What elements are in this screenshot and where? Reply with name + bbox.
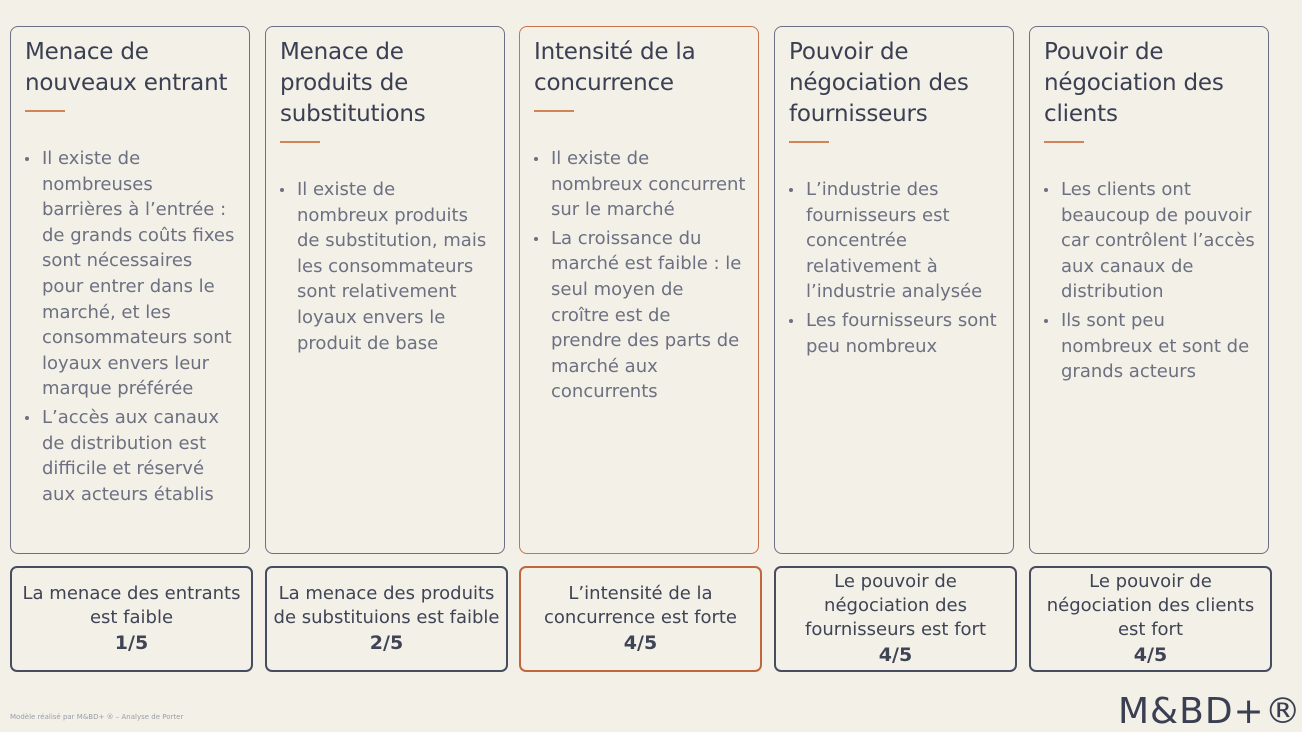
bullet-list (534, 146, 746, 405)
bullet-item: L’industrie des fournisseurs est concentrée relativement à l’industrie analysée (789, 177, 1001, 305)
accent-divider (789, 141, 829, 143)
bullet-item: Les fournisseurs sont peu nombreux (789, 308, 1001, 359)
bullet-item: La croissance du marché est faible : le seul moyen de croître est de prendre des parts de marché aux concurrents (534, 226, 746, 405)
force-card-suppliers (774, 26, 1014, 554)
bullet-item: Il existe de nombreuses barrières à l’entrée : de grands coûts fixes sont nécessaires pour entrer dans le marché, et les consommateurs sont loyaux envers leur marque préférée (25, 146, 237, 402)
summary-box-new-entrants (10, 566, 253, 672)
summary-text: L’intensité de la concurrence est forte (544, 583, 737, 628)
bullet-list (25, 146, 237, 507)
card-title: Pouvoir de négociation des fournisseurs (789, 39, 969, 127)
bullet-item: Il existe de nombreux concurrent sur le marché (534, 146, 746, 223)
card-title: Pouvoir de négociation des clients (1044, 39, 1224, 127)
force-card-substitutes (265, 26, 505, 554)
summary-box-suppliers (774, 566, 1017, 672)
accent-divider (534, 110, 574, 112)
summary-text: Le pouvoir de négociation des clients est fort (1046, 571, 1255, 640)
card-title: Intensité de la concurrence (534, 39, 696, 96)
force-card-competition (519, 26, 759, 554)
force-card-clients (1029, 26, 1269, 554)
accent-divider (1044, 141, 1084, 143)
card-title: Menace de nouveaux entrant (25, 39, 228, 96)
summary-box-competition (519, 566, 762, 672)
accent-divider (25, 110, 65, 112)
score-value: 1/5 (114, 632, 149, 654)
summary-text: La menace des produits de substituions est faible (273, 583, 500, 628)
score-value: 4/5 (1133, 644, 1168, 666)
bullet-list (280, 177, 492, 356)
summary-text: Le pouvoir de négociation des fournisseurs est fort (804, 571, 987, 640)
force-card-new-entrants (10, 26, 250, 554)
bullet-item: Les clients ont beaucoup de pouvoir car contrôlent l’accès aux canaux de distribution (1044, 177, 1256, 305)
score-value: 2/5 (369, 632, 404, 654)
score-value: 4/5 (623, 632, 658, 654)
bullet-item: Il existe de nombreux produits de substitution, mais les consommateurs sont relativement loyaux envers le produit de base (280, 177, 492, 356)
brand-logo: M&BD+® (1118, 691, 1302, 732)
footnote: Modèle réalisé par M&BD+ ® – Analyse de Porter (10, 713, 184, 721)
card-title: Menace de produits de substitutions (280, 39, 426, 127)
accent-divider (280, 141, 320, 143)
bullet-item: Ils sont peu nombreux et sont de grands acteurs (1044, 308, 1256, 385)
score-value: 4/5 (878, 644, 913, 666)
summary-text: La menace des entrants est faible (22, 583, 241, 628)
bullet-item: L’accès aux canaux de distribution est difficile et réservé aux acteurs établis (25, 405, 237, 507)
summary-box-clients (1029, 566, 1272, 672)
summary-box-substitutes (265, 566, 508, 672)
bullet-list (789, 177, 1001, 359)
bullet-list (1044, 177, 1256, 385)
